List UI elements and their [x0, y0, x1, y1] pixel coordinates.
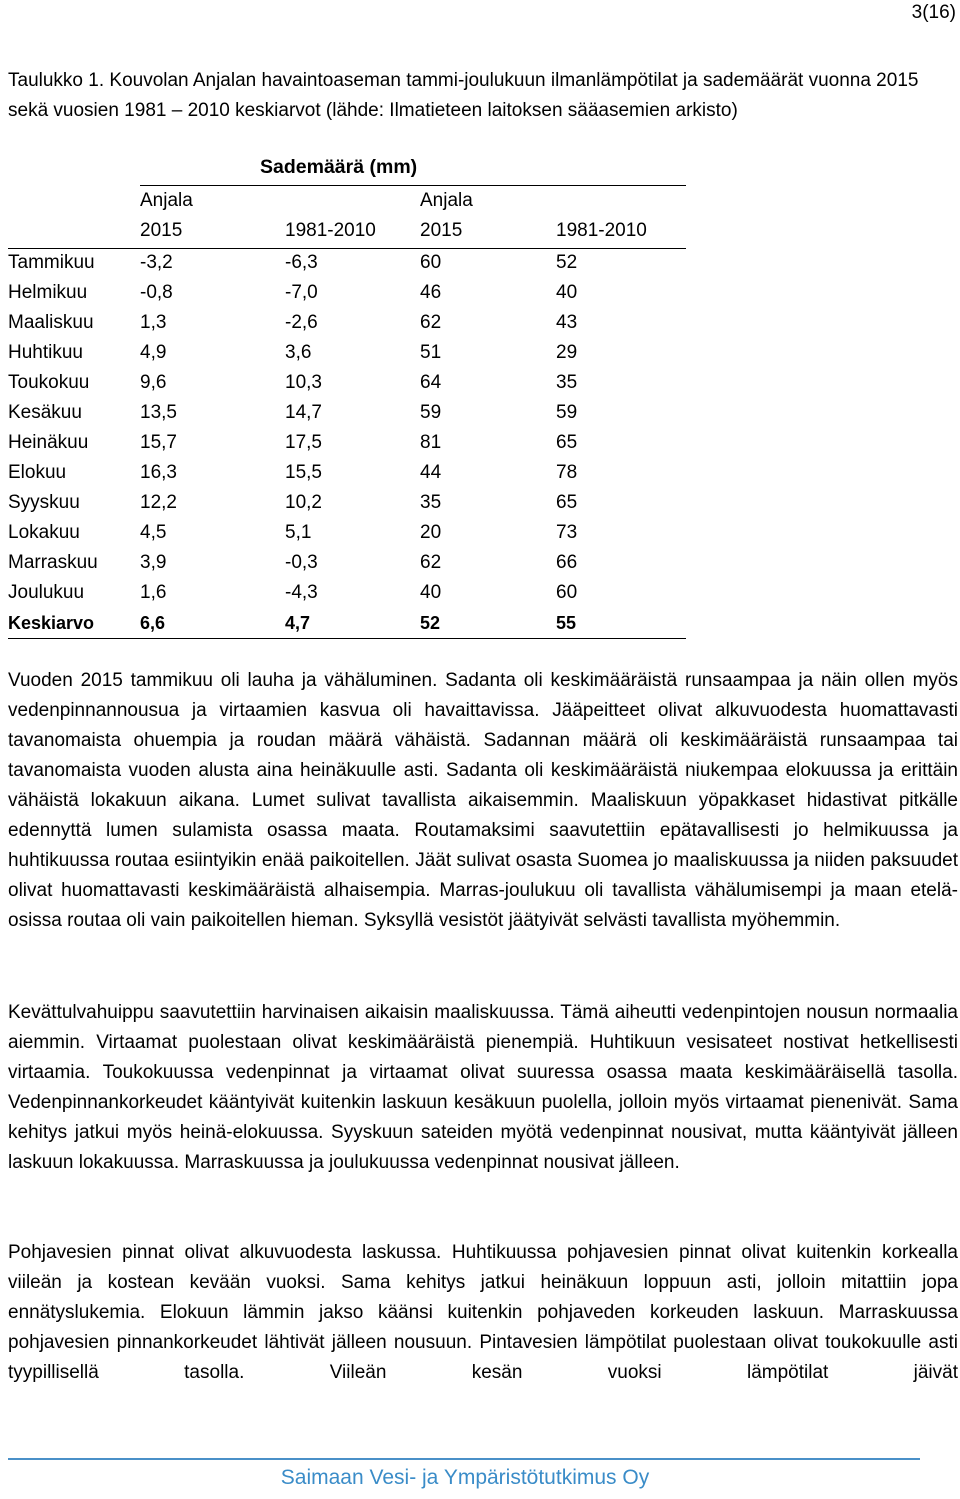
temp-2015-cell: 1,6 — [140, 582, 167, 603]
precip-avg-cell: 35 — [556, 372, 578, 393]
precip-2015-cell: 46 — [420, 282, 442, 303]
paragraph-winter-2015: Vuoden 2015 tammikuu oli lauha ja vähäluminen. Sadanta oli keskimääräistä runsaampaa ja näin ollen myös vedenpinnannousua ja virtaamien kasvua oli havaittavissa. Jääpeitteet olivat alkuvuodesta huomattavasti tavanomaista ohuempia ja roudan määrä vähäistä. Sadannan määrä oli keskimääräistä runsaampaa tai tavanomaista vuoden alusta aina heinäkuulle asti. Sadanta oli keskimääräistä niukempaa elokuussa ja erittäin vähäistä lokakuun aikana. Lumet sulivat tavallista aikaisemmin. Maaliskuun yöpakkaset hidastivat pitkälle edennyttä lumen sulamista osassa maata. Routamaksimi saavutettiin epätavallisesti jo helmikuussa ja huhtikuussa routaa esiintyikin enää paikoitellen. Jäät sulivat osasta Suomea jo maaliskuussa ja niiden paksuudet olivat huomattavasti keskimääräistä alhaisempia. Marras-joulukuu oli tavallista vähälumisempi ja maan etelä-osissa routaa oli vain paikoitellen hieman. Syksyllä vesistöt jäätyivät selvästi tavallista myöhemmin. — [8, 670, 958, 931]
column-header-top-1: Anjala — [140, 190, 193, 211]
precip-avg-cell: 65 — [556, 492, 578, 513]
precip-avg-cell: 59 — [556, 402, 578, 423]
temp-2015-cell: 4,5 — [140, 522, 167, 543]
avg-temp-2015: 6,6 — [140, 613, 166, 633]
table-row — [8, 398, 686, 428]
precip-2015-cell: 35 — [420, 492, 442, 513]
precip-2015-cell: 44 — [420, 462, 442, 483]
temp-2015-cell: 12,2 — [140, 492, 177, 513]
table-row — [8, 488, 686, 518]
month-cell: Joulukuu — [8, 582, 85, 603]
table-row — [8, 428, 686, 458]
month-cell: Tammikuu — [8, 252, 95, 273]
table-row — [8, 368, 686, 398]
table-row — [8, 248, 686, 278]
precip-avg-cell: 65 — [556, 432, 578, 453]
temp-avg-cell: -7,0 — [285, 282, 318, 303]
table-row — [8, 458, 686, 488]
footer-rule — [8, 1458, 920, 1460]
temp-2015-cell: -3,2 — [140, 252, 173, 273]
precip-2015-cell: 59 — [420, 402, 442, 423]
precip-2015-cell: 20 — [420, 522, 442, 543]
temp-2015-cell: 13,5 — [140, 402, 177, 423]
temp-avg-cell: 10,3 — [285, 372, 322, 393]
table-caption: Taulukko 1. Kouvolan Anjalan havaintoaseman tammi-joulukuun ilmanlämpötilat ja sademäärät vuonna 2015 sekä vuosien 1981 – 2010 keskiarvot (lähde: Ilmatieteen laitoksen sääasemien arkisto) — [8, 70, 919, 121]
table-row — [8, 338, 686, 368]
group-header-rule — [140, 185, 686, 186]
month-cell: Lokakuu — [8, 522, 80, 543]
temp-2015-cell: 16,3 — [140, 462, 177, 483]
temp-avg-cell: 5,1 — [285, 522, 312, 543]
temp-avg-cell: 17,5 — [285, 432, 322, 453]
precip-avg-cell: 40 — [556, 282, 578, 303]
temp-2015-cell: -0,8 — [140, 282, 173, 303]
temp-avg-cell: -6,3 — [285, 252, 318, 273]
precipitation-group-header: Sademäärä (mm) — [260, 156, 418, 178]
month-cell: Helmikuu — [8, 282, 88, 303]
precip-2015-cell: 64 — [420, 372, 442, 393]
temp-2015-cell: 15,7 — [140, 432, 177, 453]
paragraph-groundwater: Pohjavesien pinnat olivat alkuvuodesta laskussa. Huhtikuussa pohjavesien pinnat olivat kuitenkin korkealla viileän ja kostean kevään vuoksi. Sama kehitys jatkui heinäkuun loppuun asti, jolloin mitattiin jopa ennätyslukemia. Elokuun lämmin jakso käänsi kuitenkin pohjaveden korkeuden laskuun. Marraskuussa pohjavesien pinnankorkeudet lähtivät jälleen nousuun. Pintavesien lämpötilat puolestaan olivat toukokuulle asti tyypillisellä tasolla. Viileän kesän vuoksi lämpötilat jäivät — [8, 1242, 958, 1383]
average-row — [8, 608, 686, 639]
column-header-top-3: Anjala — [420, 190, 473, 211]
precip-2015-cell: 62 — [420, 312, 442, 333]
temp-avg-cell: 10,2 — [285, 492, 322, 513]
precip-avg-cell: 52 — [556, 252, 578, 273]
month-cell: Elokuu — [8, 462, 67, 483]
temp-2015-cell: 9,6 — [140, 372, 167, 393]
precip-2015-cell: 40 — [420, 582, 442, 603]
table-row — [8, 308, 686, 338]
average-label: Keskiarvo — [8, 613, 95, 633]
precip-avg-cell: 43 — [556, 312, 578, 333]
temp-avg-cell: -2,6 — [285, 312, 318, 333]
precip-avg-cell: 60 — [556, 582, 578, 603]
month-cell: Kesäkuu — [8, 402, 82, 423]
table-body — [8, 248, 686, 639]
precip-avg-cell: 66 — [556, 552, 578, 573]
temp-2015-cell: 1,3 — [140, 312, 167, 333]
column-header-bottom-3: 2015 — [420, 220, 463, 241]
avg-temp-longterm: 4,7 — [285, 613, 311, 633]
precip-2015-cell: 62 — [420, 552, 442, 573]
month-cell: Marraskuu — [8, 552, 98, 573]
precip-2015-cell: 51 — [420, 342, 442, 363]
precip-2015-cell: 81 — [420, 432, 442, 453]
avg-precip-longterm: 55 — [556, 613, 577, 633]
temp-avg-cell: 14,7 — [285, 402, 322, 423]
temp-avg-cell: -4,3 — [285, 582, 318, 603]
precip-avg-cell: 78 — [556, 462, 578, 483]
temp-avg-cell: 15,5 — [285, 462, 322, 483]
page-number: 3(16) — [911, 2, 956, 23]
temp-2015-cell: 3,9 — [140, 552, 167, 573]
temp-avg-cell: 3,6 — [285, 342, 312, 363]
column-header-bottom-1: 2015 — [140, 220, 183, 241]
precip-2015-cell: 60 — [420, 252, 442, 273]
month-cell: Maaliskuu — [8, 312, 94, 333]
footer-company-name: Saimaan Vesi- ja Ympäristötutkimus Oy — [280, 1466, 650, 1489]
column-header-bottom-4: 1981-2010 — [556, 220, 647, 241]
temp-avg-cell: -0,3 — [285, 552, 318, 573]
temp-2015-cell: 4,9 — [140, 342, 167, 363]
table-row — [8, 278, 686, 308]
month-cell: Toukokuu — [8, 372, 90, 393]
month-cell: Huhtikuu — [8, 342, 83, 363]
column-header-bottom-2: 1981-2010 — [285, 220, 376, 241]
month-cell: Syyskuu — [8, 492, 80, 513]
precip-avg-cell: 29 — [556, 342, 578, 363]
table-row — [8, 578, 686, 608]
avg-precip-2015: 52 — [420, 613, 441, 633]
paragraph-spring-flood: Kevättulvahuippu saavutettiin harvinaisen aikaisin maaliskuussa. Tämä aiheutti vedenpintojen nousun normaalia aiemmin. Virtaamat puolestaan olivat keskimääräistä pienempiä. Huhtikuun vesisateet nostivat hetkellisesti virtaamia. Toukokuussa vedenpinnat ja virtaamat olivat suuressa osassa maata keskimääräisellä tasolla. Vedenpinnankorkeudet kääntyivät kuitenkin laskuun kesäkuun puolella, jolloin myös virtaamat pienenivät. Sama kehitys jatkui myös heinä-elokuussa. Syyskuun sateiden myötä vedenpinnat nousivat, mutta kääntyivät jälleen laskuun lokakuussa. Marraskuussa ja joulukuussa vedenpinnat nousivat jälleen. — [8, 1002, 958, 1173]
precip-avg-cell: 73 — [556, 522, 578, 543]
month-cell: Heinäkuu — [8, 432, 89, 453]
table-row — [8, 518, 686, 548]
table-row — [8, 548, 686, 578]
